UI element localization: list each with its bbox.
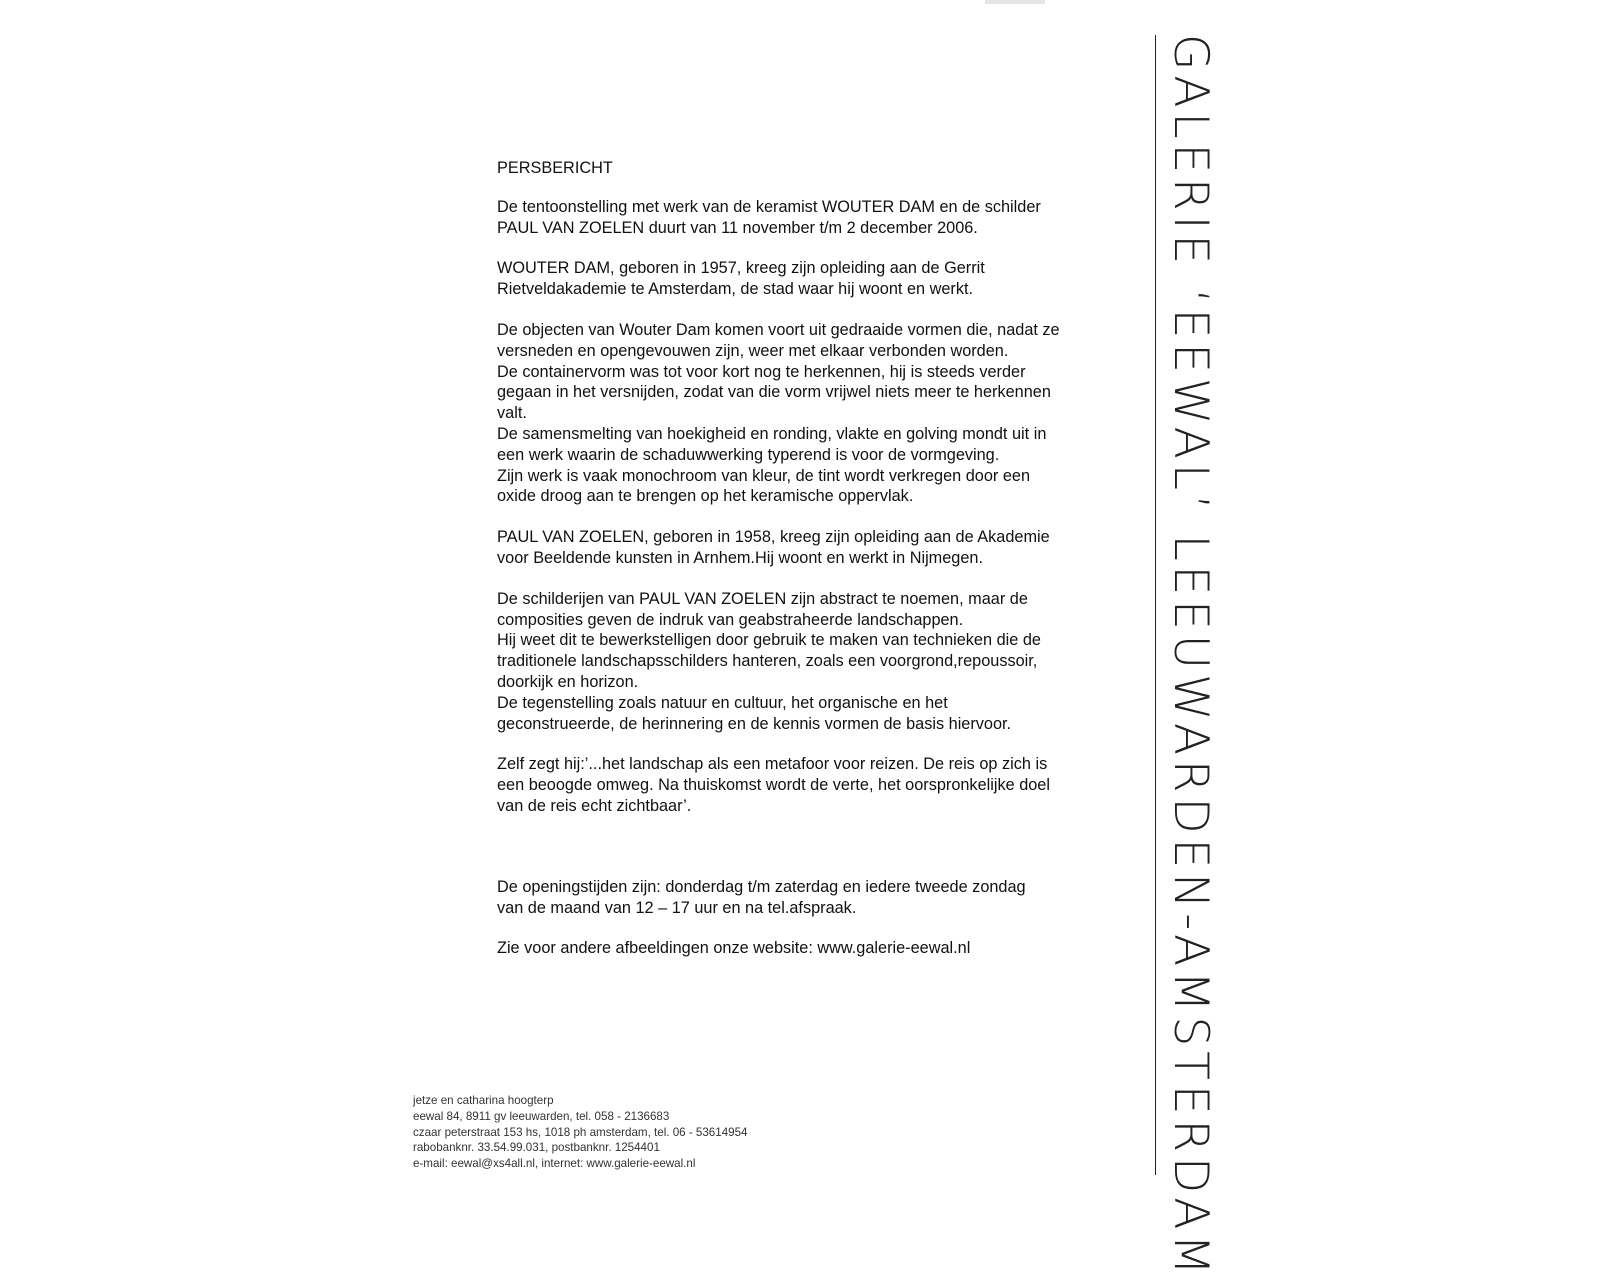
footer-bank-details: rabobanknr. 33.54.99.031, postbanknr. 1254401 <box>413 1141 660 1155</box>
footer-address-amsterdam: czaar peterstraat 153 hs, 1018 ph amsterdam, tel. 06 - 53614954 <box>413 1125 748 1139</box>
text-line: een werk waarin de schaduwwerking typerend is voor de vormgeving. <box>497 445 1000 464</box>
paragraph-paul-van-zoelen-work <box>497 589 1117 735</box>
text-line: Zie voor andere afbeeldingen onze website: www.galerie-eewal.nl <box>497 939 971 958</box>
paragraph-exhibition <box>497 197 1117 239</box>
text-line: traditionele landschapsschilders hanteren, zoals een voorgrond,repoussoir, <box>497 652 1038 671</box>
text-line: oxide droog aan te brengen op het keramische oppervlak. <box>497 487 914 506</box>
press-release-body <box>497 158 1117 979</box>
text-line: voor Beeldende kunsten in Arnhem.Hij woont en werkt in Nijmegen. <box>497 548 983 567</box>
text-line: een beoogde omweg. Na thuiskomst wordt de verte, het oorspronkelijke doel <box>497 776 1050 795</box>
text-line: geconstrueerde, de herinnering en de kennis vormen de basis hiervoor. <box>497 714 1012 733</box>
footer-address-leeuwarden: eewal 84, 8911 gv leeuwarden, tel. 058 - 2136683 <box>413 1109 670 1123</box>
paragraph-quote <box>497 754 1117 816</box>
text-line: Rietveldakademie te Amsterdam, de stad waar hij woont en werkt. <box>497 280 974 299</box>
text-line: De objecten van Wouter Dam komen voort uit gedraaide vormen die, nadat ze <box>497 320 1060 339</box>
text-line: De samensmelting van hoekigheid en ronding, vlakte en golving mondt uit in <box>497 424 1047 443</box>
paragraph-paul-van-zoelen-bio <box>497 527 1117 569</box>
text-line: gegaan in het versnijden, zodat van die vorm vrijwel niets meer te herkennen <box>497 383 1051 402</box>
text-line: Zijn werk is vaak monochroom van kleur, de tint wordt verkregen door een <box>497 466 1031 485</box>
text-line: Zelf zegt hij:’...het landschap als een metafoor voor reizen. De reis op zich is <box>497 755 1048 774</box>
press-release-heading: PERSBERICHT <box>497 159 613 177</box>
text-line: PAUL VAN ZOELEN duurt van 11 november t/m 2 december 2006. <box>497 218 978 237</box>
text-line: van de maand van 12 – 17 uur en na tel.afspraak. <box>497 898 857 917</box>
text-line: doorkijk en horizon. <box>497 672 639 691</box>
text-line: PAUL VAN ZOELEN, geboren in 1958, kreeg zijn opleiding aan de Akademie <box>497 528 1050 547</box>
letterhead-footer <box>413 1093 833 1172</box>
text-line: van de reis echt zichtbaar’. <box>497 796 692 815</box>
paragraph-wouter-dam-bio <box>497 258 1117 300</box>
text-line: Hij weet dit te bewerkstelligen door gebruik te maken van technieken die de <box>497 631 1041 650</box>
gallery-masthead-title: GALERIE ‘EEWAL’ LEEUWARDEN-AMSTERDAM <box>1163 34 1218 1280</box>
scan-artifact <box>985 0 1045 4</box>
paragraph-opening-hours <box>497 877 1117 919</box>
masthead-divider <box>1155 35 1156 1175</box>
text-line: De tegenstelling zoals natuur en cultuur, het organische en het <box>497 693 948 712</box>
text-line: composities geven de indruk van geabstraheerde landschappen. <box>497 610 964 629</box>
paragraph-website <box>497 938 1117 959</box>
paragraph-wouter-dam-work <box>497 320 1117 507</box>
text-line: De schilderijen van PAUL VAN ZOELEN zijn abstract te noemen, maar de <box>497 589 1028 608</box>
text-line: De containervorm was tot voor kort nog te herkennen, hij is steeds verder <box>497 362 1026 381</box>
text-line: WOUTER DAM, geboren in 1957, kreeg zijn opleiding aan de Gerrit <box>497 259 985 278</box>
text-line: versneden en opengevouwen zijn, weer met elkaar verbonden worden. <box>497 341 1009 360</box>
text-line: De tentoonstelling met werk van de keramist WOUTER DAM en de schilder <box>497 197 1041 216</box>
footer-contact: e-mail: eewal@xs4all.nl, internet: www.galerie-eewal.nl <box>413 1157 696 1171</box>
text-line: De openingstijden zijn: donderdag t/m zaterdag en iedere tweede zondag <box>497 877 1026 896</box>
footer-owner-names: jetze en catharina hoogterp <box>413 1094 554 1107</box>
text-line: valt. <box>497 404 527 423</box>
